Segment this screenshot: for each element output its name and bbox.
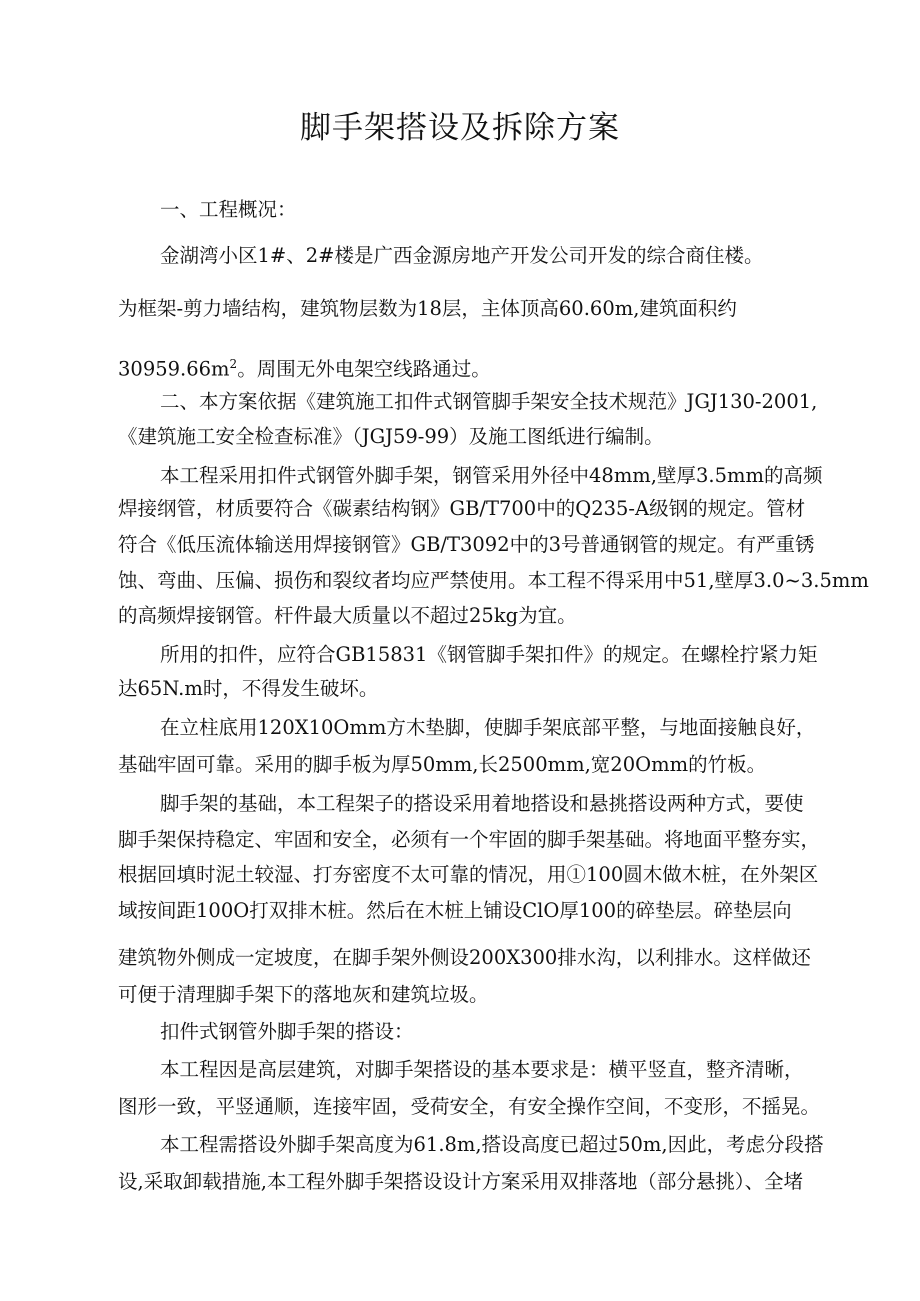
paragraph-line: 蚀、弯曲、压偏、损伤和裂纹者均应严禁使用。本工程不得采用中51,壁厚3.0~3.5mm [118,569,869,592]
superscript: 2 [229,357,238,371]
paragraph-line: 域按间距100O打双排木桩。然后在木桩上铺设ClO厚100的碎垫层。碎垫层向 [118,899,792,922]
paragraph-line: 的高频焊接钢管。杆件最大质量以不超过25kg为宜。 [118,604,577,627]
document-title: 脚手架搭设及拆除方案 [300,110,620,146]
paragraph-line: 符合《低压流体输送用焊接钢管》GB/T3092中的3号普通钢管的规定。有严重锈 [118,533,815,556]
paragraph-line: 为框架-剪力墙结构，建筑物层数为18层，主体顶高60.60m,建筑面积约 [118,297,737,320]
area-suffix: 。周围无外电架空线路通过。 [237,357,491,381]
paragraph-line: 基础牢固可靠。采用的脚手板为厚50mm,长2500mm,宽20Omm的竹板。 [118,753,767,776]
paragraph-line: 图形一致，平竖通顺，连接牢固，受荷安全，有安全操作空间，不变形，不摇晃。 [118,1095,821,1118]
paragraph-line: 本工程因是高层建筑，对脚手架搭设的基本要求是：横平竖直，整齐清晰， [160,1058,804,1081]
paragraph-line: 焊接纲管，材质要符合《碳素结构钢》GB/T700中的Q235-A级钢的规定。管材 [118,497,806,520]
paragraph-line: 二、本方案依据《建筑施工扣件式钢管脚手架安全技术规范》JGJ130-2001, [160,390,818,413]
paragraph-line: 脚手架保持稳定、牢固和安全，必须有一个牢固的脚手架基础。将地面平整夯实， [118,828,821,851]
paragraph-line: 所用的扣件，应符合GB15831《钢管脚手架扣件》的规定。在螺栓拧紧力矩 [160,643,818,666]
paragraph-line: 金湖湾小区1#、2#楼是广西金源房地产开发公司开发的综合商住楼。 [160,244,764,267]
section-heading-scaffold: 扣件式钢管外脚手架的搭设： [160,1020,414,1043]
paragraph-line: 可便于清理脚手架下的落地灰和建筑垃圾。 [118,983,489,1006]
paragraph-line: 在立柱底用120X10Omm方木垫脚，使脚手架底部平整，与地面接触良好， [160,716,816,739]
paragraph-line: 设,采取卸载措施,本工程外脚手架搭设设计方案采用双排落地（部分悬挑）、全堵 [118,1170,804,1193]
section-heading-overview: 一、工程概况： [160,198,297,221]
paragraph-line: 根据回填时泥土较湿、打夯密度不太可靠的情况，用①100圆木做木桩，在外架区 [118,863,819,886]
paragraph-line: 本工程需搭设外脚手架高度为61.8m,搭设高度已超过50m,因此，考虑分段搭 [160,1133,824,1156]
paragraph-line: 本工程采用扣件式钢管外脚手架，钢管采用外径中48mm,壁厚3.5mm的高频 [160,464,823,487]
paragraph-line: 达65N.m时，不得发生破坏。 [118,677,379,700]
paragraph-line: 建筑物外侧成一定坡度，在脚手架外侧设200X300排水沟，以利排水。这样做还 [118,946,811,969]
paragraph-line: 《建筑施工安全检查标准》（JGJ59-99）及施工图纸进行编制。 [118,425,664,448]
paragraph-line: 脚手架的基础，本工程架子的搭设采用着地搭设和悬挑搭设两种方式，要使 [160,792,804,815]
paragraph-line [118,352,491,382]
area-value: 30959.66m [118,357,230,381]
